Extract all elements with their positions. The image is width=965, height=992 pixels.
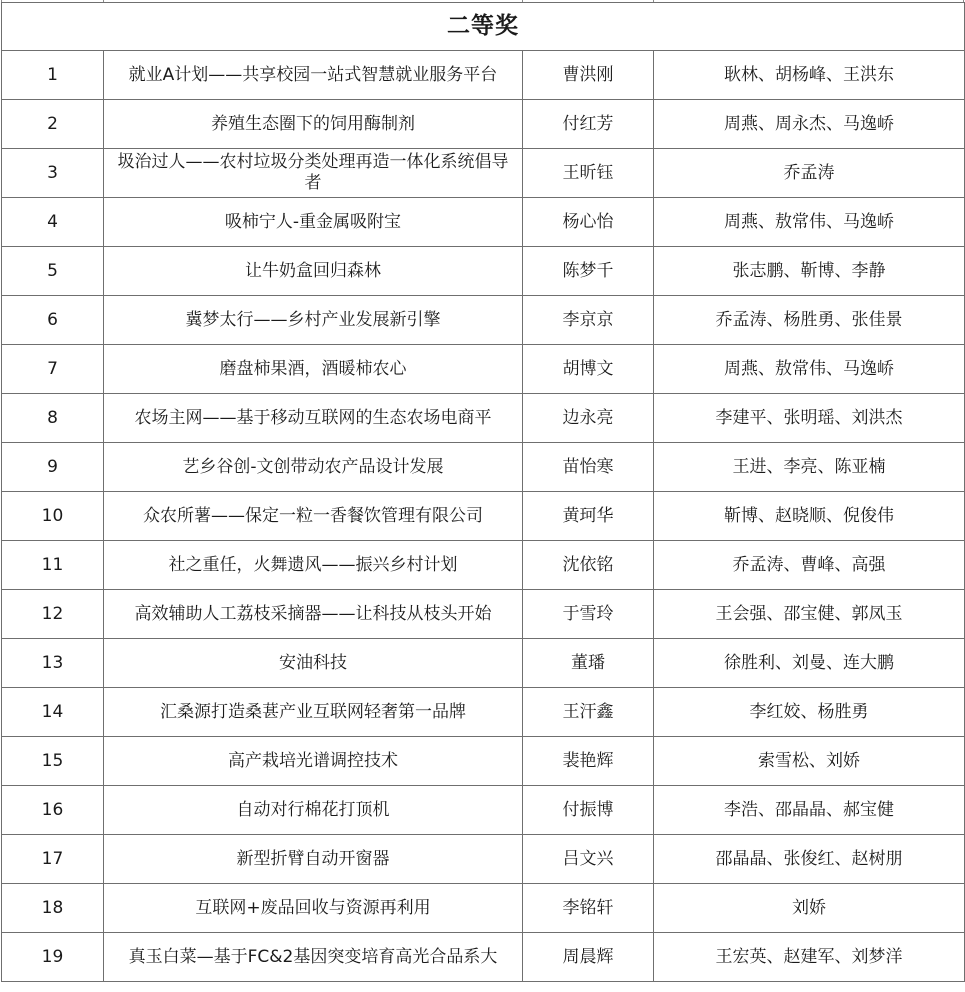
project-name: 社之重任，火舞遗风——振兴乡村计划 [104,541,523,590]
table-row [2,443,965,492]
project-name: 养殖生态圈下的饲用酶制剂 [104,100,523,149]
table-row [2,590,965,639]
project-name: 众农所薯——保定一粒一香餐饮管理有限公司 [104,492,523,541]
team-leader: 裴艳辉 [523,737,654,786]
project-name: 高效辅助人工荔枝采摘器——让科技从枝头开始 [104,590,523,639]
advisors: 靳博、赵晓顺、倪俊伟 [654,492,965,541]
table-row [2,737,965,786]
advisors: 邵晶晶、张俊红、赵树朋 [654,835,965,884]
row-number: 16 [2,786,104,835]
team-leader: 边永亮 [523,394,654,443]
row-number: 15 [2,737,104,786]
award-title: 二等奖 [2,3,965,51]
table-row [2,933,965,982]
team-leader: 胡博文 [523,345,654,394]
advisors: 王进、李亮、陈亚楠 [654,443,965,492]
table-top-edge [1,0,964,2]
row-number: 17 [2,835,104,884]
advisors: 乔孟涛、曹峰、高强 [654,541,965,590]
project-name: 就业A计划——共享校园一站式智慧就业服务平台 [104,51,523,100]
team-leader: 付红芳 [523,100,654,149]
advisors: 耿林、胡杨峰、王洪东 [654,51,965,100]
team-leader: 周晨辉 [523,933,654,982]
table-row [2,639,965,688]
row-number: 4 [2,198,104,247]
project-name: 吸柿宁人-重金属吸附宝 [104,198,523,247]
table-row [2,247,965,296]
team-leader: 黄珂华 [523,492,654,541]
table-row [2,492,965,541]
row-number: 10 [2,492,104,541]
team-leader: 苗怡寒 [523,443,654,492]
team-leader: 杨心怡 [523,198,654,247]
advisors: 李浩、邵晶晶、郝宝健 [654,786,965,835]
advisors: 王宏英、赵建军、刘梦洋 [654,933,965,982]
table-row [2,345,965,394]
row-number: 19 [2,933,104,982]
advisors: 乔孟涛 [654,149,965,198]
team-leader: 王汗鑫 [523,688,654,737]
table-row [2,541,965,590]
table-body [2,3,965,982]
table-row [2,198,965,247]
team-leader: 李京京 [523,296,654,345]
table-row [2,100,965,149]
team-leader: 陈梦千 [523,247,654,296]
table-row [2,884,965,933]
column-divider [103,0,104,2]
row-number: 8 [2,394,104,443]
project-name: 新型折臂自动开窗器 [104,835,523,884]
advisors: 王会强、邵宝健、郭凤玉 [654,590,965,639]
project-name: 安油科技 [104,639,523,688]
team-leader: 付振博 [523,786,654,835]
advisors: 徐胜利、刘曼、连大鹏 [654,639,965,688]
advisors: 李红姣、杨胜勇 [654,688,965,737]
team-leader: 董璠 [523,639,654,688]
row-number: 12 [2,590,104,639]
team-leader: 沈依铭 [523,541,654,590]
award-table [1,2,965,982]
project-name: 高产栽培光谱调控技术 [104,737,523,786]
advisors: 周燕、周永杰、马逸峤 [654,100,965,149]
advisors: 周燕、敖常伟、马逸峤 [654,345,965,394]
advisors: 索雪松、刘娇 [654,737,965,786]
row-number: 9 [2,443,104,492]
table-row [2,688,965,737]
row-number: 14 [2,688,104,737]
column-divider [522,0,523,2]
team-leader: 曹洪刚 [523,51,654,100]
team-leader: 于雪玲 [523,590,654,639]
table-row [2,149,965,198]
project-name: 真玉白菜—基于FC&2基因突变培育高光合品系大 [104,933,523,982]
table-row [2,51,965,100]
row-number: 3 [2,149,104,198]
project-name: 互联网+废品回收与资源再利用 [104,884,523,933]
project-name: 农场主网——基于移动互联网的生态农场电商平 [104,394,523,443]
project-name: 让牛奶盒回归森林 [104,247,523,296]
title-row [2,3,965,51]
project-name: 磨盘柿果酒，酒暖柿农心 [104,345,523,394]
row-number: 6 [2,296,104,345]
team-leader: 李铭轩 [523,884,654,933]
advisors: 刘娇 [654,884,965,933]
project-name: 自动对行棉花打顶机 [104,786,523,835]
table-row [2,296,965,345]
advisors: 李建平、张明瑶、刘洪杰 [654,394,965,443]
row-number: 13 [2,639,104,688]
advisors: 周燕、敖常伟、马逸峤 [654,198,965,247]
table-row [2,835,965,884]
row-number: 18 [2,884,104,933]
project-name: 汇桑源打造桑葚产业互联网轻奢第一品牌 [104,688,523,737]
advisors: 乔孟涛、杨胜勇、张佳景 [654,296,965,345]
column-divider [653,0,654,2]
row-number: 1 [2,51,104,100]
advisors: 张志鹏、靳博、李静 [654,247,965,296]
row-number: 5 [2,247,104,296]
row-number: 7 [2,345,104,394]
project-name: 圾治过人——农村垃圾分类处理再造一体化系统倡导者 [104,149,523,198]
table-row [2,786,965,835]
project-name: 冀梦太行——乡村产业发展新引擎 [104,296,523,345]
row-number: 11 [2,541,104,590]
row-number: 2 [2,100,104,149]
team-leader: 王昕钰 [523,149,654,198]
table-row [2,394,965,443]
project-name: 艺乡谷创-文创带动农产品设计发展 [104,443,523,492]
team-leader: 吕文兴 [523,835,654,884]
